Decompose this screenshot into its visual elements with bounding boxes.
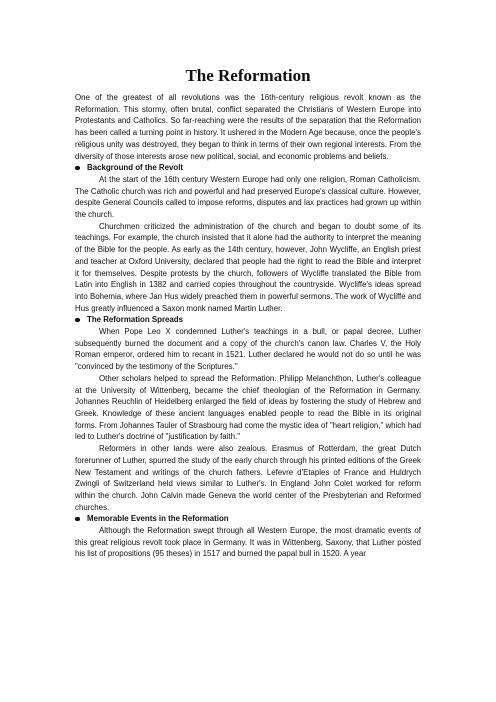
bullet-icon [75,166,80,171]
section-heading-text: Memorable Events in the Reformation [87,514,229,524]
document-title: The Reformation [185,66,311,85]
section-heading [75,314,421,326]
body-paragraph: When Pope Leo X condemned Luther's teachings in a bull, or papal decree, Luther subsequently burned the document and a copy of the church's canon law. Charles V, the Holy Roman emperor, ordered him to recant in 1521. Luther declared he would not do so until he was "convinced by the testimony of the Scriptures." [75,327,421,372]
document-content [75,66,421,688]
body-paragraph: Other scholars helped to spread the Reformation. Philipp Melanchthon, Luther's colleague at the University of Wittenberg, became the chief theologian of the Reformation in Germany. Johannes Reuchlin of Heidelberg enlarged the field of ideas by fostering the study of Hebrew and Greek. Knowledge of these ancient languages enabled people to read the Bible in its original forms. From Johannes Tauler of Strasbourg had come the mystic idea of "heart religion," which had led to Luther's doctrine of "justification by faith." [75,373,421,442]
section-heading [75,513,421,525]
section-heading [75,162,421,174]
intro-paragraph: One of the greatest of all revolutions was the 16th-century religious revolt known as the Reformation. This stormy, often brutal, conflict separated the Christians of Western Europe into Protestants and Catholics. So far-reaching were the results of the separation that the Reformation has been called a turning point in history. It ushered in the Modern Age because, once the people's religious unity was destroyed, they began to think in terms of their own regional interests. From the diversity of those interests arose new political, social, and economic problems and beliefs. [75,93,421,161]
bullet-icon [75,318,80,323]
body-paragraph: At the start of the 16th century Western Europe had only one religion, Roman Catholicism. The Catholic church was rich and powerful and had preserved Europe's classical culture. However, despite General Councils called to impose reforms, disputes and lax practices had grown up within the church. [75,174,421,220]
body-paragraph: Reformers in other lands were also zealous. Erasmus of Rotterdam, the great Dutch forerunner of Luther, spurred the study of the early church through his printed editions of the Greek New Testament and writings of the church fathers. Lefevre d'Etaples of France and Huldrych Zwingli of Switzerland held views similar to Luther's. In England John Colet worked for reform within the church. John Calvin made Geneva the world center of the Presbyterian and Reformed churches. [75,444,421,512]
section-heading-text: Background of the Revolt [87,163,184,173]
body-paragraph: Although the Reformation swept through all Western Europe, the most dramatic events of this great religious revolt took place in Germany. It was in Wittenberg, Saxony, that Luther posted his list of propositions (95 theses) in 1517 and burned the papal bull in 1520. A year [75,526,421,559]
body-paragraph: Churchmen criticized the administration of the church and began to doubt some of its teachings. For example, the church insisted that it alone had the authority to interpret the meaning of the Bible for the people. As early as the 14th century, however, John Wycliffe, an English priest and teacher at Oxford University, declared that people had the right to read the Bible and interpret it for themselves. Despite protests by the church, followers of Wycliffe translated the Bible from Latin into English in 1382 and carried copies throughout the countryside. Wycliffe's ideas spread into Bohemia, where Jan Hus widely preached them in powerful sermons. The work of Wycliffe and Hus greatly influenced a Saxon monk named Martin Luther. [75,221,421,313]
section-heading-text: The Reformation Spreads [87,315,184,325]
bullet-icon [75,517,80,522]
